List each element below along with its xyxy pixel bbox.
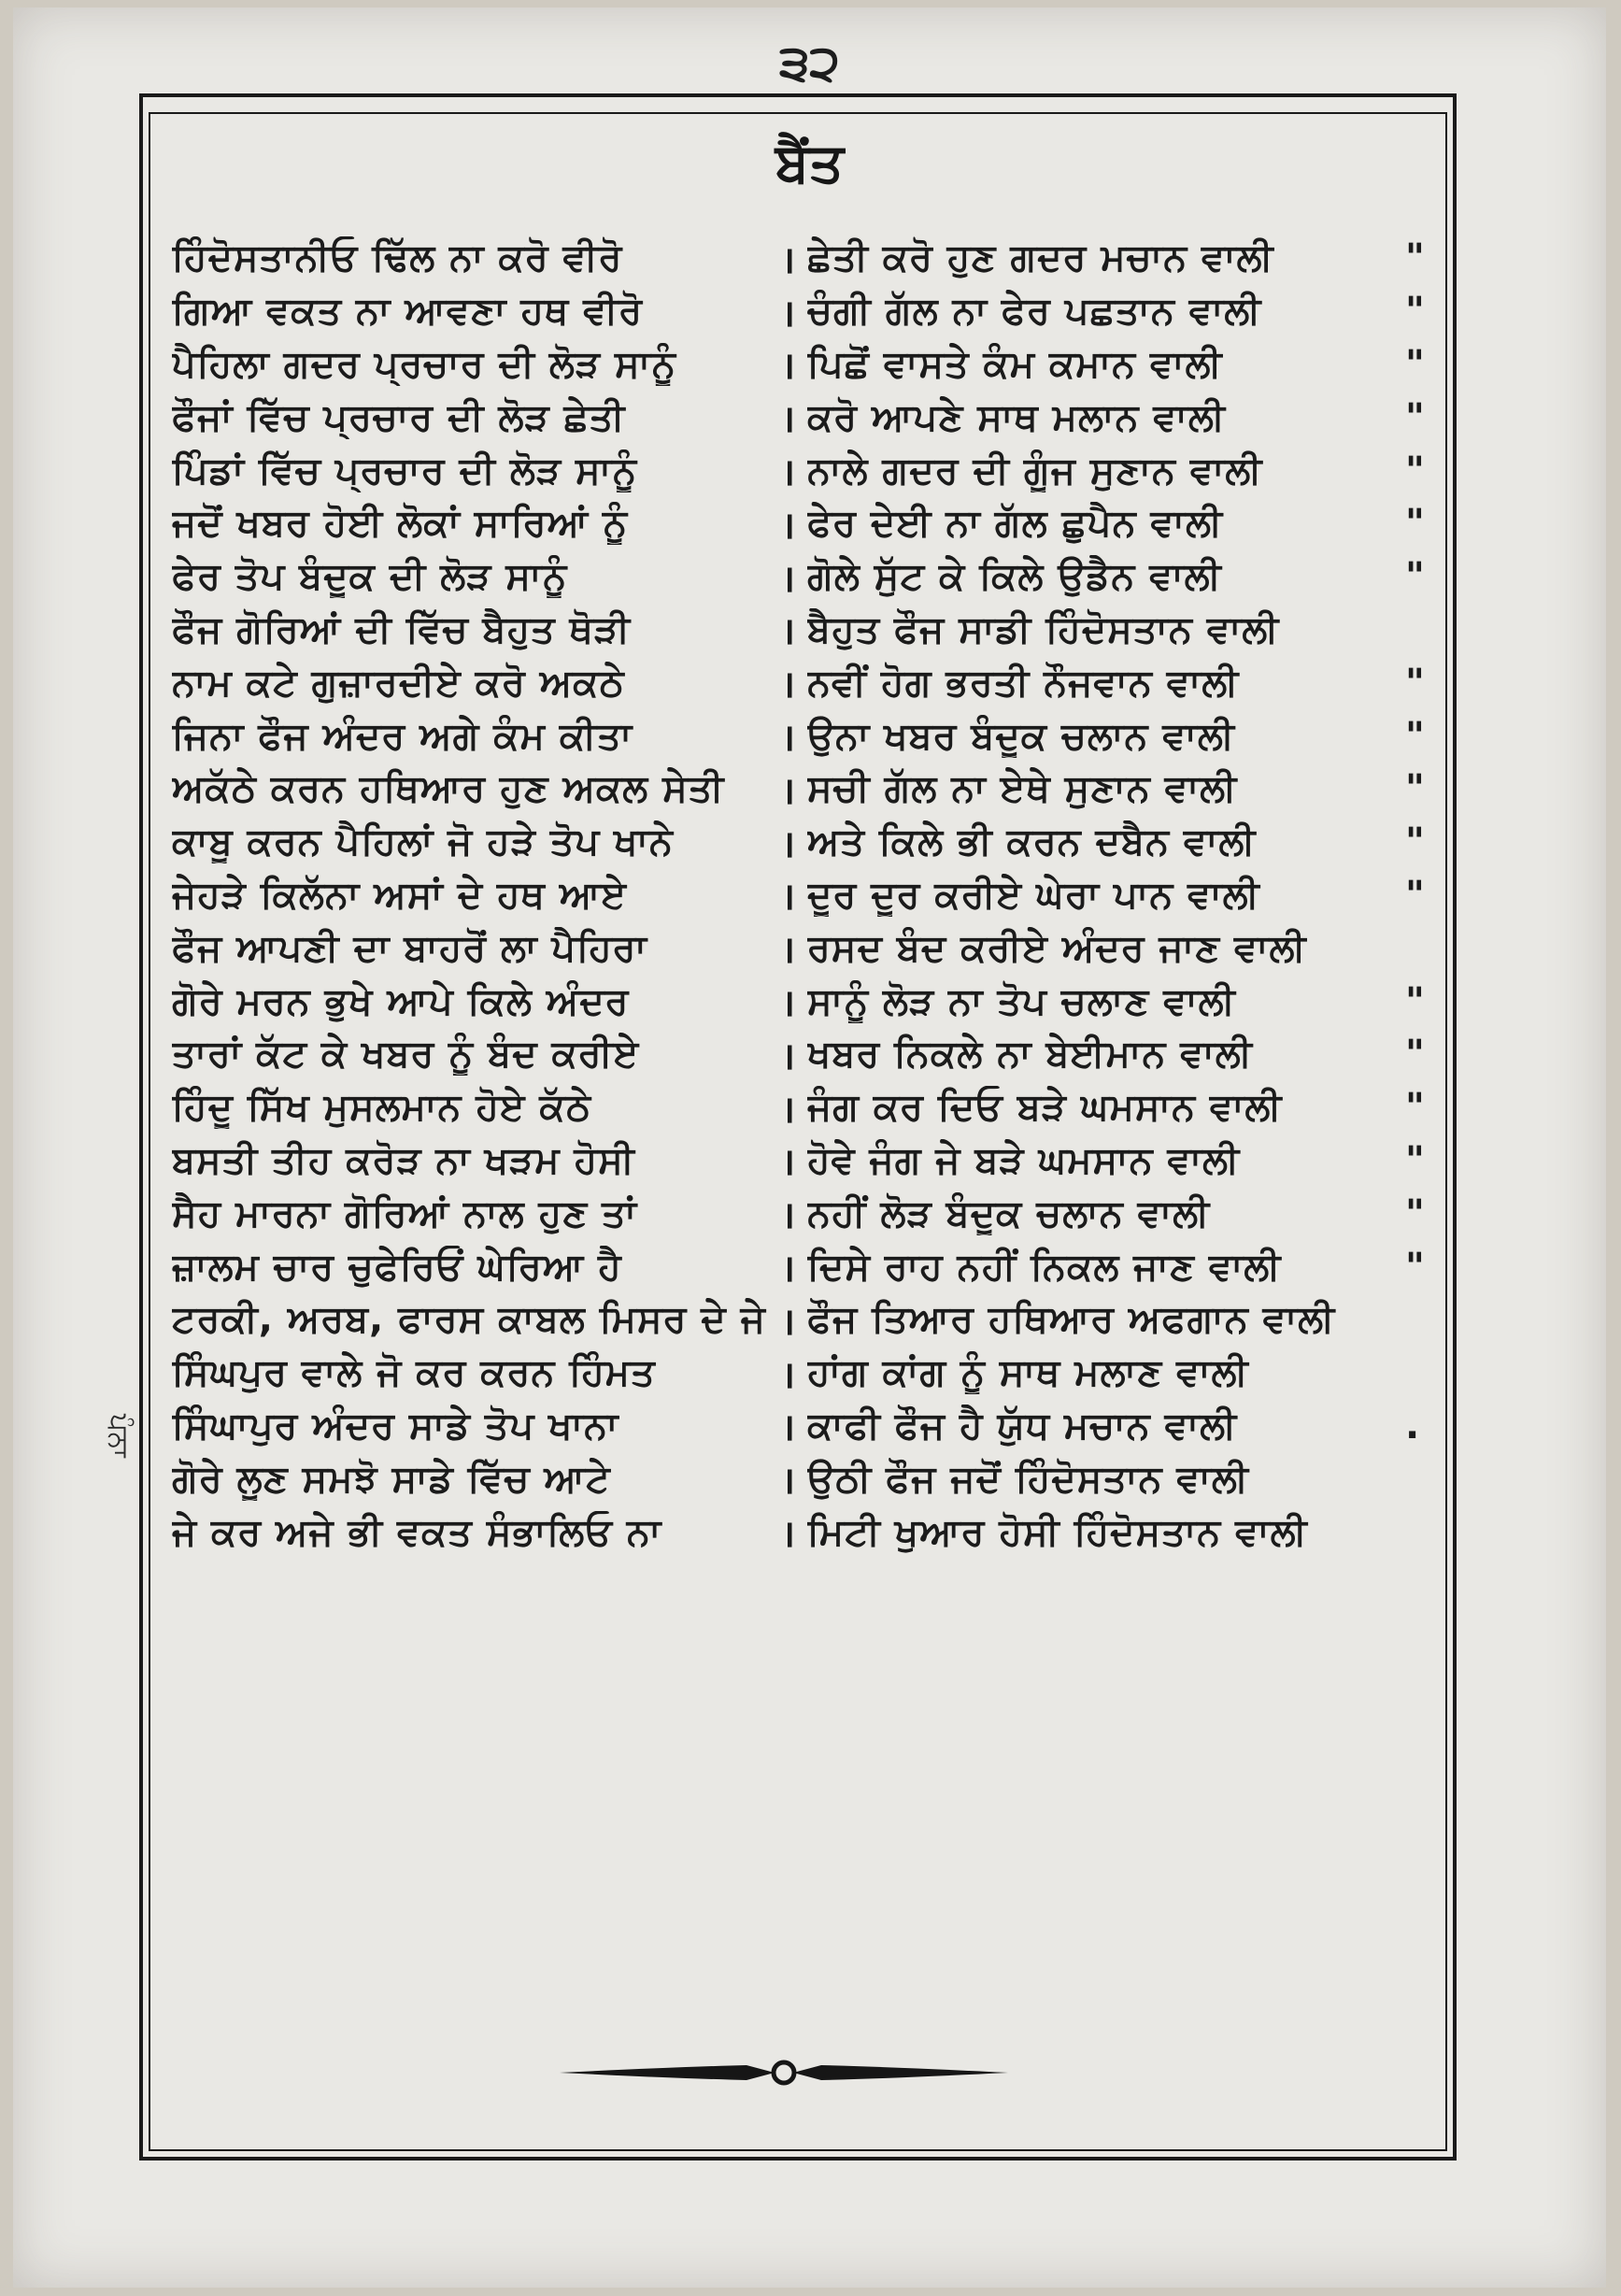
- verse-separator: ।: [780, 1034, 797, 1078]
- verse-end-mark: ": [1405, 1138, 1426, 1182]
- verse-separator: ।: [780, 610, 797, 654]
- verse-left-line: ਜ਼ਾਲਮ ਚਾਰ ਚੁਫੇਰਿਓਂ ਘੇਰਿਆ ਹੈ: [172, 1245, 622, 1289]
- verse-row: [172, 550, 1438, 604]
- verse-end-mark: ": [1405, 1086, 1426, 1130]
- verse-separator: ।: [780, 1248, 797, 1291]
- verse-end-mark: ": [1405, 873, 1426, 917]
- verse-left-line: ਅਕੱਠੇ ਕਰਨ ਹਥਿਆਰ ਹੁਣ ਅਕਲ ਸੇਤੀ: [172, 767, 725, 811]
- verse-left-line: ਨਾਮ ਕਟੇ ਗੁਜ਼ਾਰਦੀਏ ਕਰੋ ਅਕਠੇ: [172, 661, 625, 705]
- verse-separator: ।: [780, 1141, 797, 1185]
- verse-end-mark: ": [1405, 395, 1426, 439]
- verse-left-line: ਗੋਰੇ ਲੂਣ ਸਮਝੋ ਸਾਡੇ ਵਿੱਚ ਆਟੇ: [172, 1457, 611, 1501]
- verse-end-mark: ": [1405, 555, 1426, 599]
- verse-separator: ।: [780, 557, 797, 601]
- verse-separator: ।: [780, 238, 797, 282]
- verse-end-mark: ": [1405, 1191, 1426, 1235]
- verse-end-mark: ": [1405, 502, 1426, 546]
- verse-right-line: ਪਿਛੋਂ ਵਾਸਤੇ ਕੰਮ ਕਮਾਨ ਵਾਲੀ: [807, 342, 1223, 386]
- verse-row: [172, 604, 1438, 657]
- verse-right-line: ਜੰਗ ਕਰ ਦਿਓ ਬੜੇ ਘਮਸਾਨ ਵਾਲੀ: [807, 1086, 1283, 1130]
- verse-right-line: ਫੌਜ ਤਿਆਰ ਹਥਿਆਰ ਅਫਗਾਨ ਵਾਲੀ: [807, 1298, 1336, 1342]
- verse-right-line: ਰਸਦ ਬੰਦ ਕਰੀਏ ਅੰਦਰ ਜਾਣ ਵਾਲੀ: [807, 926, 1307, 970]
- verse-left-line: ਫੌਜਾਂ ਵਿੱਚ ਪ੍ਰਚਾਰ ਦੀ ਲੋੜ ਛੇਤੀ: [172, 395, 626, 439]
- verse-row: [172, 1452, 1438, 1505]
- verse-end-mark: ": [1405, 767, 1426, 811]
- verse-right-line: ਨਾਲੇ ਗਦਰ ਦੀ ਗੂੰਜ ਸੁਣਾਨ ਵਾਲੀ: [807, 449, 1263, 492]
- verse-end-mark: ": [1405, 661, 1426, 705]
- verse-separator: ।: [780, 1300, 797, 1344]
- verse-separator: ।: [780, 1194, 797, 1238]
- verse-left-line: ਗੋਰੇ ਮਰਨ ਭੁਖੇ ਆਪੇ ਕਿਲੇ ਅੰਦਰ: [172, 979, 630, 1023]
- verse-right-line: ਛੇਤੀ ਕਰੋ ਹੁਣ ਗਦਰ ਮਚਾਨ ਵਾਲੀ: [807, 236, 1274, 280]
- verse-row: [172, 1240, 1438, 1293]
- verse-right-line: ਖਬਰ ਨਿਕਲੇ ਨਾ ਬੇਈਮਾਨ ਵਾਲੀ: [807, 1033, 1253, 1077]
- verse-row: [172, 656, 1438, 709]
- verse-left-line: ਜੇ ਕਰ ਅਜੇ ਭੀ ਵਕਤ ਸੰਭਾਲਿਓ ਨਾ: [172, 1510, 662, 1554]
- verse-end-mark: ": [1405, 1245, 1426, 1289]
- verse-end-mark: ": [1405, 820, 1426, 864]
- verse-separator: ।: [780, 1353, 797, 1397]
- verse-row: [172, 1028, 1438, 1081]
- verse-end-mark: ": [1405, 1033, 1426, 1077]
- verse-left-line: ਫੌਜ ਗੋਰਿਆਂ ਦੀ ਵਿੱਚ ਬੈਹੁਤ ਥੋੜੀ: [172, 607, 632, 651]
- verse-right-line: ਹੋਵੇ ਜੰਗ ਜੇ ਬੜੇ ਘਮਸਾਨ ਵਾਲੀ: [807, 1138, 1241, 1182]
- verse-right-line: ਉਨਾ ਖਬਰ ਬੰਦੂਕ ਚਲਾਨ ਵਾਲੀ: [807, 714, 1235, 758]
- verse-row: [172, 391, 1438, 444]
- verse-right-line: ਦੂਰ ਦੂਰ ਕਰੀਏ ਘੇਰਾ ਪਾਨ ਵਾਲੀ: [807, 873, 1260, 917]
- verse-row: [172, 1134, 1438, 1188]
- verse-right-line: ਚੰਗੀ ਗੱਲ ਨਾ ਫੇਰ ਪਛਤਾਨ ਵਾਲੀ: [807, 290, 1262, 334]
- verse-right-line: ਮਿਟੀ ਖੁਆਰ ਹੋਸੀ ਹਿੰਦੋਸਤਾਨ ਵਾਲੀ: [807, 1510, 1308, 1554]
- verse-right-line: ਸਾਨੂੰ ਲੋੜ ਨਾ ਤੋਪ ਚਲਾਣ ਵਾਲੀ: [807, 979, 1236, 1023]
- verse-separator: ।: [780, 345, 797, 389]
- verse-row: [172, 1347, 1438, 1400]
- verse-row: [172, 1400, 1438, 1453]
- verse-left-line: ਹਿੰਦੋਸਤਾਨੀਓ ਢਿੱਲ ਨਾ ਕਰੋ ਵੀਰੋ: [172, 236, 623, 280]
- verse-separator: ।: [780, 663, 797, 707]
- verse-row: [172, 1505, 1438, 1559]
- verse-row: [172, 709, 1438, 763]
- poem-heading: ਬੈਂਤ: [775, 131, 845, 194]
- verse-left-line: ਸਿੰਘਾਪੁਰ ਅੰਦਰ ਸਾਡੇ ਤੋਪ ਖਾਨਾ: [172, 1404, 619, 1447]
- verse-separator: ।: [780, 292, 797, 335]
- verse-row: [172, 1187, 1438, 1240]
- document-page: [13, 7, 1606, 2288]
- verse-left-line: ਫੇਰ ਤੋਪ ਬੰਦੂਕ ਦੀ ਲੋੜ ਸਾਨੂੰ: [172, 555, 568, 599]
- verse-left-line: ਬਸਤੀ ਤੀਹ ਕਰੋੜ ਨਾ ਖੜਮ ਹੋਸੀ: [172, 1138, 635, 1182]
- verse-row: [172, 816, 1438, 869]
- verse-left-line: ਫੌਜ ਆਪਣੀ ਦਾ ਬਾਹਰੋਂ ਲਾ ਪੈਹਿਰਾ: [172, 926, 647, 970]
- verse-separator: ।: [780, 451, 797, 495]
- verse-right-line: ਗੋਲੇ ਸੁੱਟ ਕੇ ਕਿਲੇ ਉਡੈਨ ਵਾਲੀ: [807, 555, 1222, 599]
- verse-end-mark: ": [1405, 290, 1426, 334]
- verse-right-line: ਕਰੋ ਆਪਣੇ ਸਾਥ ਮਲਾਨ ਵਾਲੀ: [807, 395, 1226, 439]
- ornament-divider-icon: [560, 2054, 1008, 2091]
- verse-separator: ।: [780, 1088, 797, 1132]
- verse-right-line: ਅਤੇ ਕਿਲੇ ਭੀ ਕਰਨ ਦਬੈਨ ਵਾਲੀ: [807, 820, 1257, 864]
- verse-row: [172, 763, 1438, 816]
- verse-left-line: ਹਿੰਦੂ ਸਿੱਖ ਮੁਸਲਮਾਨ ਹੋਏ ਕੱਠੇ: [172, 1086, 591, 1130]
- verse-right-line: ਫੇਰ ਦੇਈ ਨਾ ਗੱਲ ਛੁਪੈਨ ਵਾਲੀ: [807, 502, 1224, 546]
- verse-right-line: ਨਹੀਂ ਲੋੜ ਬੰਦੂਕ ਚਲਾਨ ਵਾਲੀ: [807, 1191, 1211, 1235]
- verse-separator: ।: [780, 929, 797, 973]
- verse-row: [172, 338, 1438, 392]
- verse-row: [172, 1293, 1438, 1347]
- verse-row: [172, 497, 1438, 550]
- verse-left-line: ਟਰਕੀ, ਅਰਬ, ਫਾਰਸ ਕਾਬਲ ਮਿਸਰ ਦੇ ਜੇ: [172, 1298, 766, 1342]
- verse-left-line: ਕਾਬੂ ਕਰਨ ਪੈਹਿਲਾਂ ਜੋ ਹੜੇ ਤੋਪ ਖਾਨੇ: [172, 820, 674, 864]
- verse-left-line: ਪੈਹਿਲਾ ਗਦਰ ਪ੍ਰਚਾਰ ਦੀ ਲੋੜ ਸਾਨੂੰ: [172, 342, 677, 386]
- verse-right-line: ਬੈਹੁਤ ਫੌਜ ਸਾਡੀ ਹਿੰਦੋਸਤਾਨ ਵਾਲੀ: [807, 607, 1280, 651]
- verse-separator: ।: [780, 398, 797, 442]
- verse-right-line: ਦਿਸੇ ਰਾਹ ਨਹੀਂ ਨਿਕਲ ਜਾਣ ਵਾਲੀ: [807, 1245, 1282, 1289]
- verse-row: [172, 975, 1438, 1028]
- verse-row: [172, 444, 1438, 497]
- verse-list: [172, 232, 1438, 1559]
- verse-separator: ।: [780, 769, 797, 813]
- verse-separator: ।: [780, 876, 797, 920]
- verse-right-line: ਕਾਫੀ ਫੌਜ ਹੈ ਯੁੱਧ ਮਚਾਨ ਵਾਲੀ: [807, 1404, 1238, 1447]
- margin-note: ਪੰਨਾ: [102, 1414, 135, 1458]
- verse-right-line: ਨਵੀਂ ਹੋਗ ਭਰਤੀ ਨੌਜਵਾਨ ਵਾਲੀ: [807, 661, 1240, 705]
- verse-left-line: ਜਿਨਾ ਫੌਜ ਅੰਦਰ ਅਗੇ ਕੰਮ ਕੀਤਾ: [172, 714, 633, 758]
- verse-left-line: ਪਿੰਡਾਂ ਵਿੱਚ ਪ੍ਰਚਾਰ ਦੀ ਲੋੜ ਸਾਨੂੰ: [172, 449, 638, 492]
- verse-separator: ।: [780, 1513, 797, 1557]
- verse-left-line: ਸਿੰਘਪੁਰ ਵਾਲੇ ਜੋ ਕਰ ਕਰਨ ਹਿੰਮਤ: [172, 1351, 656, 1395]
- verse-left-line: ਜੇਹੜੇ ਕਿਲੱਨਾ ਅਸਾਂ ਦੇ ਹਥ ਆਏ: [172, 873, 627, 917]
- verse-end-mark: ": [1405, 714, 1426, 758]
- verse-end-mark: ": [1405, 342, 1426, 386]
- verse-separator: ।: [780, 822, 797, 866]
- verse-separator: ।: [780, 1406, 797, 1450]
- page-number: ੩੨: [779, 36, 840, 92]
- verse-end-mark: ": [1405, 979, 1426, 1023]
- verse-separator: ।: [780, 504, 797, 548]
- verse-end-mark: .: [1405, 1404, 1421, 1447]
- verse-right-line: ਸਚੀ ਗੱਲ ਨਾ ਏਥੇ ਸੁਣਾਨ ਵਾਲੀ: [807, 767, 1238, 811]
- verse-separator: ।: [780, 1460, 797, 1504]
- verse-separator: ।: [780, 717, 797, 761]
- verse-row: [172, 921, 1438, 975]
- verse-end-mark: ": [1405, 236, 1426, 280]
- verse-right-line: ਉਠੀ ਫੌਜ ਜਦੋਂ ਹਿੰਦੋਸਤਾਨ ਵਾਲੀ: [807, 1457, 1249, 1501]
- verse-left-line: ਗਿਆ ਵਕਤ ਨਾ ਆਵਣਾ ਹਥ ਵੀਰੋ: [172, 290, 644, 334]
- verse-left-line: ਜਦੋਂ ਖਬਰ ਹੋਈ ਲੋਕਾਂ ਸਾਰਿਆਂ ਨੂੰ: [172, 502, 629, 546]
- verse-row: [172, 232, 1438, 285]
- verse-separator: ।: [780, 982, 797, 1026]
- verse-left-line: ਤਾਰਾਂ ਕੱਟ ਕੇ ਖਬਰ ਨੂੰ ਬੰਦ ਕਰੀਏ: [172, 1033, 640, 1077]
- verse-row: [172, 1081, 1438, 1134]
- verse-right-line: ਹਾਂਗ ਕਾਂਗ ਨੂੰ ਸਾਥ ਮਲਾਣ ਵਾਲੀ: [807, 1351, 1249, 1395]
- verse-left-line: ਸੈਹ ਮਾਰਨਾ ਗੋਰਿਆਂ ਨਾਲ ਹੁਣ ਤਾਂ: [172, 1191, 637, 1235]
- verse-row: [172, 869, 1438, 922]
- verse-row: [172, 285, 1438, 338]
- verse-end-mark: ": [1405, 449, 1426, 492]
